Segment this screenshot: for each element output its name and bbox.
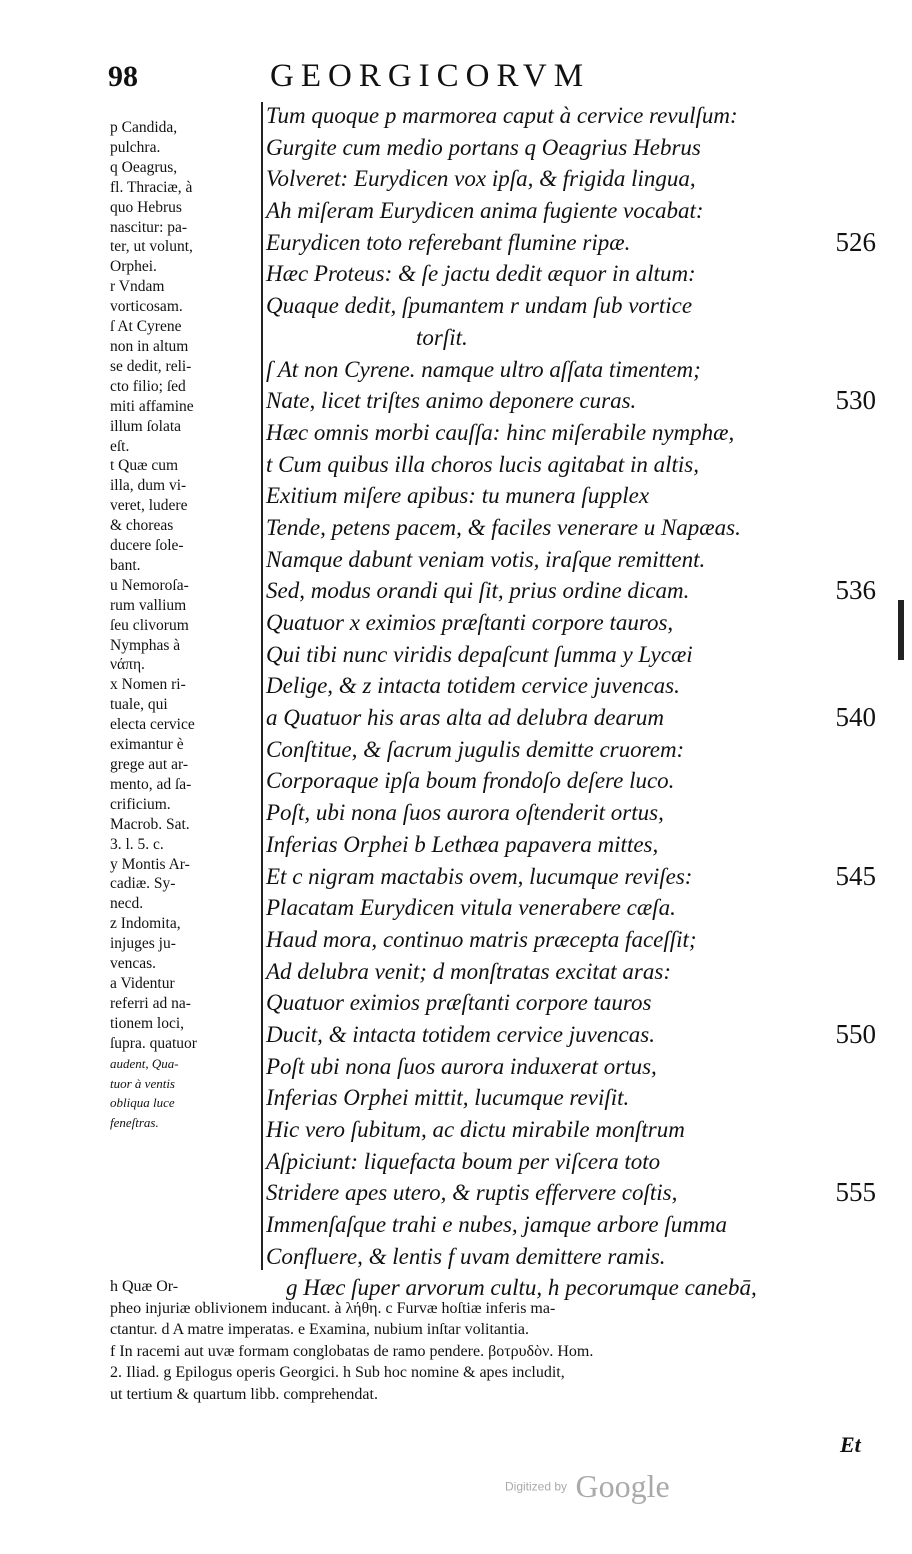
gloss-line: Macrob. Sat.	[110, 815, 190, 833]
verse-line	[266, 227, 876, 259]
verse-text: Haud mora, continuo matris præcepta faceſſit;	[266, 926, 697, 952]
gloss-line: electa cervice	[110, 716, 195, 734]
gloss-line: q Oeagrus,	[110, 158, 178, 176]
verse-text: ſ At non Cyrene. namque ultro aſſata timentem;	[266, 356, 701, 382]
verse-line	[266, 1241, 876, 1273]
verse-line	[266, 544, 876, 576]
gloss-line: Nymphas à	[110, 636, 181, 654]
gloss-line-italic: audent, Qua-	[110, 1055, 179, 1071]
footnote-line: h Quæ Or-	[110, 1278, 179, 1295]
verse-text: Ah miſeram Eurydicen anima fugiente vocabat:	[266, 198, 704, 224]
verse-text: Inferias Orphei b Lethæa papavera mittes,	[266, 831, 659, 857]
footnotes	[110, 1276, 876, 1405]
verse-line	[266, 132, 876, 164]
gloss-line: cadiæ. Sy-	[110, 875, 176, 893]
verse-text: Poſt ubi nona ſuos aurora induxerat ortus,	[266, 1053, 657, 1079]
verse-line	[266, 449, 876, 481]
verse-line	[266, 797, 876, 829]
verse-line	[266, 1082, 876, 1114]
line-number: 555	[835, 1177, 876, 1208]
page-edge-mark	[898, 600, 904, 660]
verse-text: Volveret: Eurydicen vox ipſa, & frigida lingua,	[266, 166, 696, 192]
verse-text: Placatam Eurydicen vitula venerabere cæſa.	[266, 895, 676, 921]
gloss-line: vencas.	[110, 955, 157, 973]
gloss-line: ſ At Cyrene	[110, 318, 182, 336]
verse-line	[266, 956, 876, 988]
column-rule	[261, 102, 263, 1270]
verse-text: a Quatuor his aras alta ad delubra dearum	[266, 705, 665, 731]
verse-line	[266, 702, 876, 734]
verse-line	[266, 639, 876, 671]
gloss-line: & choreas	[110, 517, 174, 535]
verse-line	[266, 1177, 876, 1209]
verse-text: Tende, petens pacem, & faciles venerare u Napæas.	[266, 514, 741, 540]
verse-text: Ad delubra venit; d monſtratas excitat aras:	[266, 958, 671, 984]
verse-line	[266, 417, 876, 449]
gloss-line: ſupra. quatuor	[110, 1034, 197, 1052]
gloss-line: x Nomen ri-	[110, 676, 186, 694]
verse-line	[266, 1209, 876, 1241]
verse-line	[266, 163, 876, 195]
marginal-gloss	[110, 118, 256, 1133]
gloss-line: miti affamine	[110, 397, 194, 415]
verse-line	[266, 734, 876, 766]
line-number: 526	[835, 226, 876, 257]
page-number: 98	[108, 60, 138, 93]
gloss-line-italic: feneſtras.	[110, 1115, 159, 1131]
verse-line	[266, 258, 876, 290]
gloss-line: necd.	[110, 895, 144, 913]
verse-column	[266, 100, 876, 1304]
verse-text: Tum quoque p marmorea caput à cervice revulſum:	[266, 103, 738, 128]
verse-text: Quaque dedit, ſpumantem r undam ſub vortice	[266, 293, 693, 319]
verse-text: Qui tibi nunc viridis depaſcunt ſumma y Lycæi	[266, 641, 693, 667]
gloss-line: illum ſolata	[110, 417, 182, 435]
catchword: Et	[840, 1432, 861, 1457]
gloss-line: veret, ludere	[110, 497, 188, 515]
verse-line	[266, 861, 876, 893]
gloss-line: eximantur è	[110, 736, 184, 754]
verse-text: torſit.	[416, 324, 468, 350]
verse-text: Corporaque ipſa boum frondoſo deſere luco.	[266, 768, 675, 794]
verse-text: Hæc Proteus: & ſe jactu dedit æquor in altum:	[266, 261, 696, 287]
verse-text: Stridere apes utero, & ruptis effervere coſtis,	[266, 1180, 678, 1206]
gloss-line: eſt.	[110, 437, 130, 455]
verse-text: Quatuor x eximios præſtanti corpore tauros,	[266, 610, 674, 635]
verse-line	[266, 512, 876, 544]
digitized-prefix: Digitized by	[505, 1479, 568, 1494]
verse-text: Delige, & z intacta totidem cervice juvencas.	[266, 673, 680, 699]
verse-line	[266, 987, 876, 1019]
verse-line	[266, 924, 876, 956]
verse-line	[266, 480, 876, 512]
gloss-line-italic: tuor à ventis	[110, 1075, 175, 1091]
gloss-line: mento, ad ſa-	[110, 775, 192, 793]
verse-text: Nate, licet triſtes animo deponere curas.	[266, 388, 637, 414]
google-logo: Google	[575, 1468, 670, 1504]
gloss-line: crificium.	[110, 795, 171, 813]
verse-text: Hic vero ſubitum, ac dictu mirabile monſtrum	[266, 1117, 685, 1142]
gloss-line: y Montis Ar-	[110, 855, 190, 873]
verse-line	[266, 1146, 876, 1178]
gloss-line: cto filio; ſed	[110, 377, 186, 395]
verse-line	[266, 1114, 876, 1146]
footnote-line: ut tertium & quartum libb. comprehendat.	[110, 1385, 378, 1403]
footnote-line: ctantur. d A matre imperatas. e Examina, nubium inſtar volitantia.	[110, 1321, 529, 1338]
line-number: 536	[835, 575, 876, 606]
verse-line	[266, 765, 876, 797]
digitization-stamp	[505, 1468, 670, 1505]
verse-text: Sed, modus orandi qui ſit, prius ordine dicam.	[266, 578, 690, 604]
gloss-line: u Nemoroſa-	[110, 576, 189, 594]
gloss-line-italic: obliqua luce	[110, 1095, 175, 1111]
verse-text: t Cum quibus illa choros lucis agitabat in altis,	[266, 451, 699, 477]
verse-text: Conſtitue, & ſacrum jugulis demitte cruorem:	[266, 736, 685, 762]
verse-text: Quatuor eximios præſtanti corpore tauros	[266, 990, 652, 1016]
gloss-line: a Videntur	[110, 974, 175, 992]
line-number: 545	[835, 860, 876, 891]
footnote-line: f In racemi aut uvæ formam conglobatas de ramo pendere. βοτρυδὸν. Hom.	[110, 1342, 594, 1360]
verse-text: Ducit, & intacta totidem cervice juvencas.	[266, 1021, 655, 1047]
verse-line	[266, 892, 876, 924]
line-number: 550	[835, 1018, 876, 1049]
verse-line	[266, 829, 876, 861]
verse-line	[266, 322, 876, 354]
line-number: 540	[835, 702, 876, 733]
verse-line	[266, 575, 876, 607]
running-head: GEORGICORVM	[270, 58, 591, 94]
verse-text: Hæc omnis morbi cauſſa: hinc miſerabile nymphæ,	[266, 419, 735, 445]
gloss-line: referri ad na-	[110, 994, 191, 1012]
verse-text: Gurgite cum medio portans q Oeagrius Hebrus	[266, 134, 701, 160]
verse-line	[266, 607, 876, 639]
gloss-line: ter, ut volunt,	[110, 238, 193, 256]
gloss-line: r Vndam	[110, 278, 165, 296]
verse-text: Eurydicen toto referebant flumine ripæ.	[266, 229, 631, 255]
verse-text: Et c nigram mactabis ovem, lucumque reviſes:	[266, 863, 693, 889]
gloss-line: 3. l. 5. c.	[110, 835, 164, 853]
gloss-line: fl. Thraciæ, à	[110, 178, 193, 196]
verse-text: Aſpiciunt: liquefacta boum per viſcera toto	[266, 1148, 661, 1174]
verse-text: g Hæc ſuper arvorum cultu, h pecorumque canebā,	[286, 1275, 757, 1301]
verse-text: Poſt, ubi nona ſuos aurora oſtenderit ortus,	[266, 800, 664, 826]
verse-line	[266, 100, 876, 132]
gloss-line: nascitur: pa-	[110, 218, 188, 236]
verse-line	[266, 1051, 876, 1083]
verse-text: Immenſaſque trahi e nubes, jamque arbore ſumma	[266, 1212, 727, 1238]
verse-text: Inferias Orphei mittit, lucumque reviſit.	[266, 1085, 630, 1111]
verse-line	[266, 195, 876, 227]
gloss-line: νάπη.	[110, 656, 145, 674]
gloss-line: ſeu clivorum	[110, 616, 189, 634]
gloss-line: non in altum	[110, 337, 189, 355]
verse-line	[266, 670, 876, 702]
gloss-line: p Candida,	[110, 119, 178, 136]
gloss-line: rum vallium	[110, 596, 187, 614]
gloss-line: vorticosam.	[110, 298, 183, 316]
verse-line	[266, 354, 876, 386]
footnote-line: 2. Iliad. g Epilogus operis Georgici. h Sub hoc nomine & apes includit,	[110, 1364, 565, 1381]
verse-line	[266, 290, 876, 322]
verse-text: Namque dabunt veniam votis, iraſque remittent.	[266, 546, 706, 572]
verse-line	[266, 385, 876, 417]
footnote-line: pheo injuriæ oblivionem inducant. à λήθη. c Furvæ hoſtiæ inferis ma-	[110, 1299, 556, 1317]
gloss-line: injuges ju-	[110, 935, 176, 953]
gloss-line: t Quæ cum	[110, 457, 179, 475]
gloss-line: quo Hebrus	[110, 198, 182, 216]
gloss-line: ducere ſole-	[110, 537, 184, 555]
gloss-line: bant.	[110, 556, 141, 574]
verse-text: Exitium miſere apibus: tu munera ſupplex	[266, 483, 650, 509]
line-number: 530	[835, 385, 876, 416]
verse-line	[266, 1019, 876, 1051]
gloss-line: tionem loci,	[110, 1014, 185, 1032]
gloss-line: illa, dum vi-	[110, 477, 187, 495]
verse-text: Confluere, & lentis f uvam demittere ramis.	[266, 1243, 666, 1269]
gloss-line: tuale, qui	[110, 696, 168, 714]
gloss-line: pulchra.	[110, 138, 161, 156]
gloss-line: z Indomita,	[110, 915, 181, 933]
gloss-line: Orphei.	[110, 258, 157, 276]
gloss-line: se dedit, reli-	[110, 357, 192, 375]
gloss-line: grege aut ar-	[110, 756, 188, 773]
